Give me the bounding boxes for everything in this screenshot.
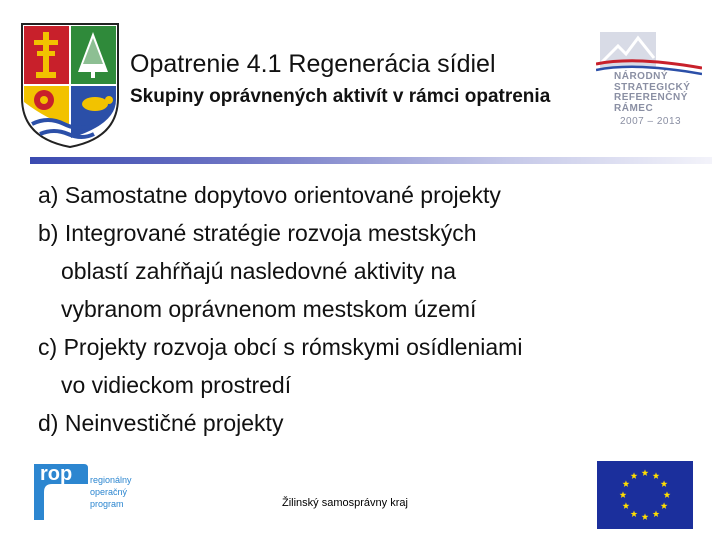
nsrr-logo-text [614, 72, 694, 114]
slide-title: Opatrenie 4.1 Regenerácia sídiel [130, 50, 496, 78]
list-marker: d) [38, 410, 59, 436]
footer-region-name: Žilinský samosprávny kraj [282, 497, 408, 509]
rop-line: operačný [90, 487, 128, 497]
nsrr-line: REFERENČNÝ [614, 92, 688, 103]
nsrr-line: NÁRODNÝ [614, 71, 669, 82]
rop-line: regionálny [90, 475, 132, 485]
list-item-text: Integrované stratégie rozvoja mestských [64, 220, 477, 246]
list-item-text: Projekty rozvoja obcí s rómskymi osídleniami [63, 334, 523, 360]
list-item [38, 176, 678, 214]
rop-logo-text [90, 474, 132, 510]
nsrr-years: 2007 – 2013 [620, 116, 682, 127]
list-item [38, 404, 678, 442]
list-item-text: Neinvestičné projekty [64, 410, 284, 436]
slide-subtitle: Skupiny oprávnených aktivít v rámci opatrenia [130, 86, 551, 107]
coat-of-arms-logo [18, 20, 122, 150]
activity-list [38, 176, 678, 442]
list-item-text: oblastí zahŕňajú nasledovné aktivity na [61, 258, 457, 284]
rop-line: program [90, 499, 124, 509]
list-item-text: vybranom oprávnenom mestskom území [61, 296, 477, 322]
list-item [38, 328, 678, 404]
nsrr-line: STRATEGICKÝ [614, 81, 691, 93]
nsrr-line: RÁMEC [614, 102, 654, 114]
list-marker: a) [38, 182, 59, 208]
header-divider [30, 157, 712, 164]
list-marker: c) [38, 334, 58, 360]
list-item-text: vo vidieckom prostredí [61, 372, 292, 398]
rop-wordmark: rop [40, 463, 73, 485]
list-marker: b) [38, 220, 59, 246]
eu-flag-icon [597, 461, 693, 529]
list-item [38, 214, 678, 328]
list-item-text: Samostatne dopytovo orientované projekty [64, 182, 501, 208]
